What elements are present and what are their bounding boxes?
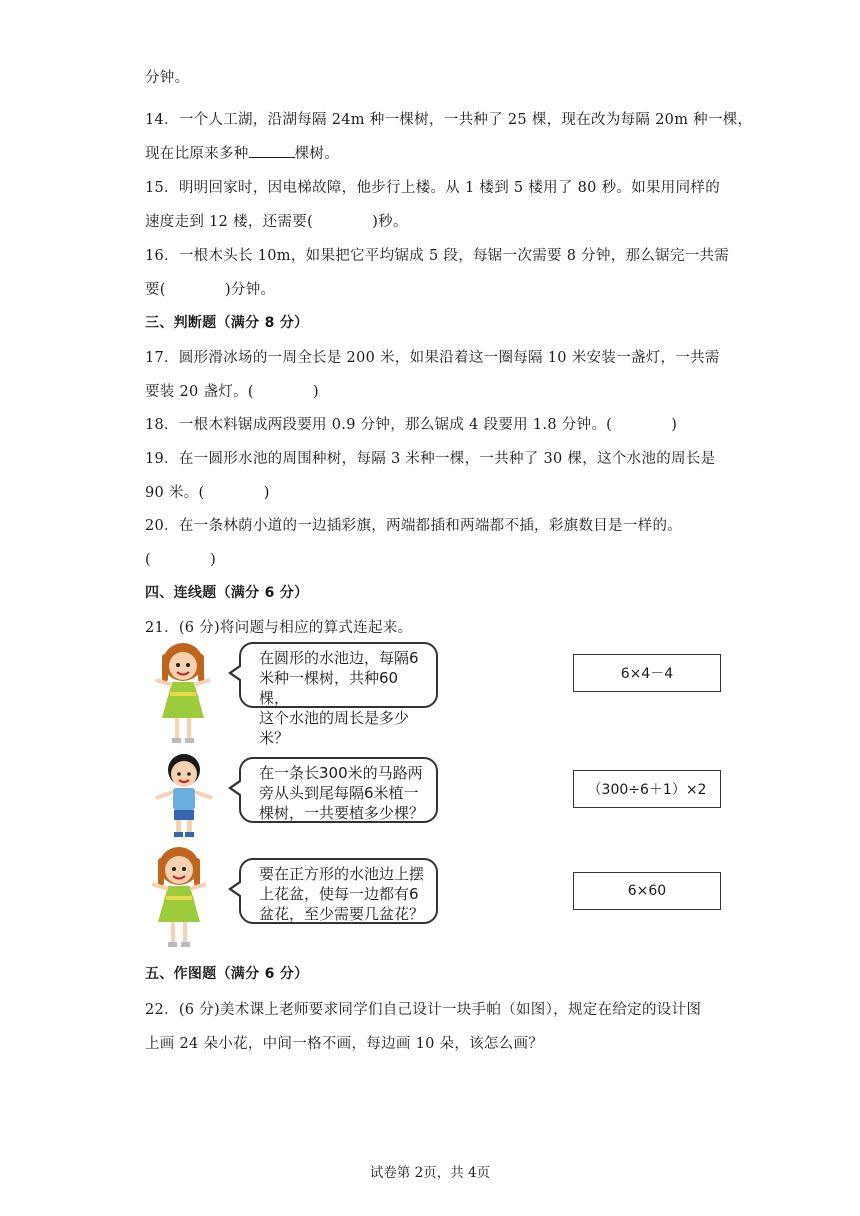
question-18: 18．一根木料锯成两段要用 0.9 分钟，那么锯成 4 段要用 1.8 分钟。( )	[145, 417, 678, 433]
formula-box-1[interactable]: 6×4－4	[573, 654, 721, 692]
question-16: 16．一根木头长 10m，如果把它平均锯成 5 段，每锯一次需要 8 分钟，那么锯完一共需	[145, 248, 730, 264]
bubble-line: 在一条长300米的马路两	[259, 764, 423, 782]
bubble-line: 棵树，一共要植多少棵？	[259, 804, 425, 822]
section-heading-4: 四、连线题（满分 6 分）	[145, 585, 309, 601]
question-17: 17．圆形滑冰场的一周全长是 200 米，如果沿着这一圈每隔 10 米安装一盏灯，一共需	[145, 350, 720, 366]
question-19: 19．在一圆形水池的周围种树，每隔 3 米种一棵，一共种了 30 棵，这个水池的周长是	[145, 451, 716, 467]
formula-box-2[interactable]: （300÷6＋1）×2	[573, 770, 721, 808]
bubble-line: 米种一棵树，共种60棵，	[259, 669, 399, 707]
boy-illustration	[152, 752, 216, 838]
bubble-line: 这个水池的周长是多少米？	[259, 709, 410, 747]
question-22: 22．(6 分)美术课上老师要求同学们自己设计一块手帕（如图），规定在给定的设计图	[145, 1002, 702, 1018]
question-16-cont: 要( )分钟。	[145, 282, 276, 298]
question-17-cont: 要装 20 盏灯。( )	[145, 384, 319, 400]
question-20: 20．在一条林荫小道的一边插彩旗，两端都插和两端都不插，彩旗数目是一样的。	[145, 518, 683, 534]
question-14-tail: 棵树。	[294, 146, 340, 162]
speech-bubble-1	[239, 642, 438, 747]
bubble-line: 要在正方形的水池边上摆	[259, 865, 425, 883]
bubble-line: 在圆形的水池边，每隔6	[259, 649, 419, 667]
question-19-cont: 90 米。( )	[145, 485, 270, 501]
section-heading-5: 五、作图题（满分 6 分）	[145, 966, 309, 982]
formula-box-3[interactable]: 6×60	[573, 872, 721, 910]
question-14-cont	[145, 142, 339, 163]
question-22-cont: 上画 24 朵小花，中间一格不画，每边画 10 朵，该怎么画？	[145, 1036, 544, 1052]
text-line: 分钟。	[145, 70, 190, 86]
girl-illustration	[148, 640, 218, 748]
question-21: 21．(6 分)将问题与相应的算式连起来。	[145, 620, 413, 636]
page-footer: 试卷第 2页，共 4页	[369, 1165, 491, 1181]
girl-illustration	[144, 844, 214, 952]
section-heading-3: 三、判断题（满分 8 分）	[145, 315, 309, 331]
speech-bubble-3	[239, 858, 438, 924]
bubble-line: 旁从头到尾每隔6米植一	[259, 784, 419, 802]
speech-bubble-2	[239, 757, 438, 823]
answer-blank[interactable]	[249, 145, 295, 158]
bubble-line: 上花盆，使每一边都有6	[259, 885, 419, 903]
bubble-line: 盆花，至少需要几盆花？	[259, 905, 425, 923]
question-20-cont: ( )	[145, 552, 217, 568]
question-14: 14．一个人工湖，沿湖每隔 24m 种一棵树，一共种了 25 棵，现在改为每隔 20m 种一棵，	[145, 112, 753, 128]
question-15: 15．明明回家时，因电梯故障，他步行上楼。从 1 楼到 5 楼用了 80 秒。如果用同样的	[145, 180, 721, 196]
question-14-text: 现在比原来多种	[145, 146, 249, 162]
question-15-cont: 速度走到 12 楼，还需要( )秒。	[145, 214, 408, 230]
